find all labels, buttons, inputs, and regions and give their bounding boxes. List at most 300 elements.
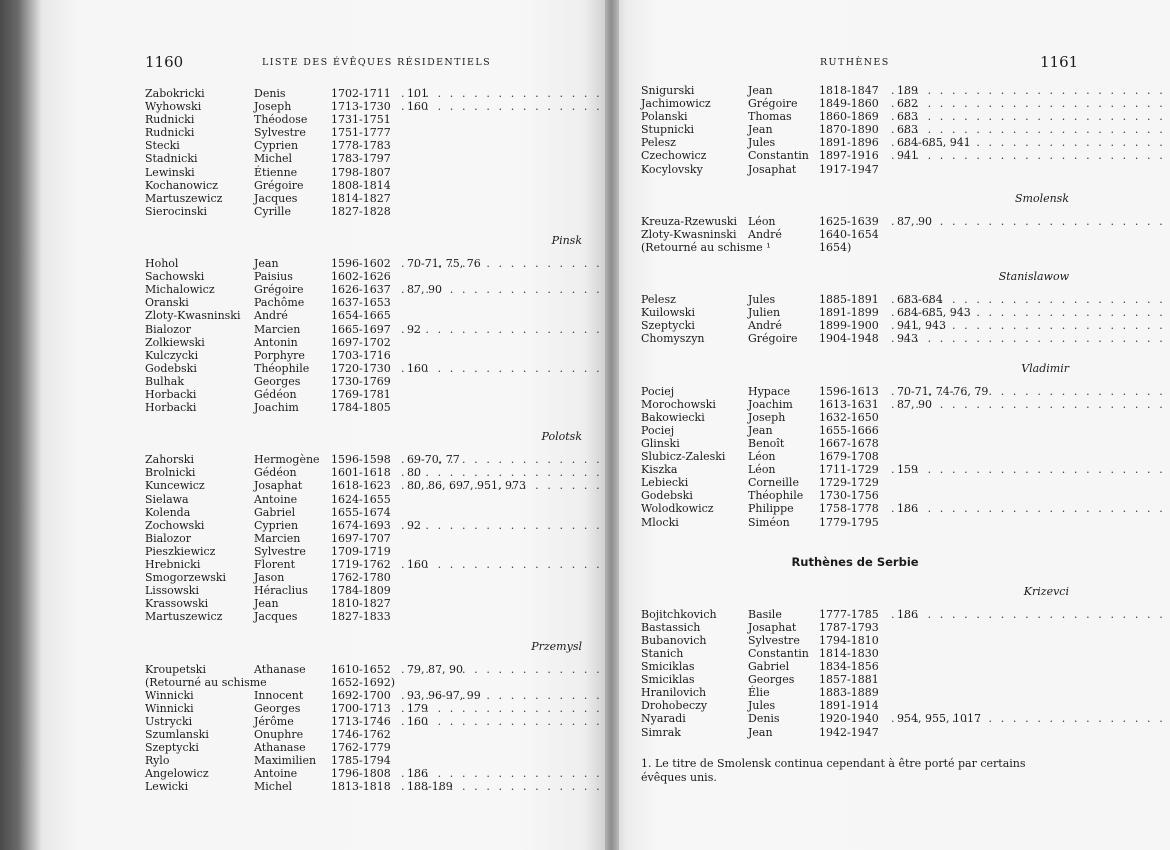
episcopate-years: 1857-1881 <box>819 673 879 687</box>
bishop-first-name: Porphyre <box>254 348 305 362</box>
bishop-first-name: Sylvestre <box>254 126 306 140</box>
bishop-surname: Krassowski <box>145 597 209 611</box>
page-reference-numbers: 684-685, 941 <box>897 136 971 150</box>
episcopate-years: 1891-1914 <box>819 699 879 713</box>
bishop-row <box>145 388 582 401</box>
bishop-first-name: Basile <box>748 607 782 621</box>
episcopate-years: 1810-1827 <box>331 597 391 611</box>
bishop-first-name: Pachôme <box>254 296 305 310</box>
diocese-heading: Polotsk <box>541 430 582 444</box>
dot-leader <box>401 519 612 532</box>
bishop-row <box>641 385 1069 398</box>
bishop-surname: Wolodkowicz <box>641 502 714 516</box>
episcopate-years: 1808-1814 <box>331 178 391 192</box>
page-reference-numbers: 188-189 <box>407 780 453 794</box>
bishop-surname: Kiszka <box>641 463 678 477</box>
bishop-first-name: Joseph <box>254 100 292 114</box>
diocese-heading: Vladimir <box>1021 361 1069 375</box>
page-reference-numbers: 87, 90 <box>407 283 442 297</box>
bishop-surname: Kroupetski <box>145 662 206 676</box>
bishop-first-name: Jules <box>748 136 776 150</box>
bishop-row <box>145 558 582 571</box>
episcopate-years: 1784-1805 <box>331 401 391 415</box>
bishop-first-name: Cyrille <box>254 204 291 218</box>
bishop-row <box>641 293 1069 306</box>
bishop-first-name: Sylvestre <box>254 544 306 558</box>
bishop-row <box>145 702 582 715</box>
bishop-first-name: Gabriel <box>254 505 296 519</box>
bishop-row <box>145 571 582 584</box>
bishop-surname: Sierocinski <box>145 204 208 218</box>
diocese-heading: Pinsk <box>551 234 582 248</box>
bishop-surname: Jachimowicz <box>641 97 711 111</box>
episcopate-years: 1860-1869 <box>819 110 879 124</box>
dot-leader <box>401 702 612 715</box>
episcopate-years: 1779-1795 <box>819 515 879 529</box>
episcopate-years: 1787-1793 <box>819 620 879 634</box>
bishop-surname: Hrebnicki <box>145 558 201 571</box>
bishop-row <box>145 532 582 545</box>
page-reference-numbers: 69-70, 77 <box>407 453 460 467</box>
bishop-surname: (Retourné au schisme ¹ <box>641 240 771 254</box>
episcopate-years: 1703-1716 <box>331 348 391 362</box>
bishop-surname: Glinski <box>641 436 680 450</box>
bishop-surname: Smiciklas <box>641 660 695 674</box>
episcopate-years: 1674-1693 <box>331 518 391 532</box>
bishop-row <box>641 306 1069 319</box>
episcopate-years: 1762-1779 <box>331 741 391 755</box>
spacer <box>145 218 582 231</box>
bishop-surname: Hranilovich <box>641 686 707 700</box>
bishop-surname: Pociej <box>641 384 675 398</box>
bishop-row <box>641 726 1069 739</box>
bishop-row <box>145 192 582 205</box>
episcopate-years: 1783-1797 <box>331 152 391 166</box>
bishop-surname: Angelowicz <box>145 767 209 781</box>
spacer <box>641 254 1069 267</box>
bishop-first-name: Michel <box>254 152 293 166</box>
episcopate-years: 1827-1833 <box>331 610 391 624</box>
dot-leader <box>891 463 1170 476</box>
bishop-list <box>641 84 1069 785</box>
episcopate-years: 1697-1702 <box>331 335 391 349</box>
spacer <box>641 739 1069 757</box>
episcopate-years: 1625-1639 <box>819 214 879 228</box>
bishop-surname: Kocylovsky <box>641 162 703 176</box>
bishop-row <box>641 437 1069 450</box>
bishop-row <box>145 545 582 558</box>
bishop-row <box>145 506 582 519</box>
bishop-row <box>145 87 582 100</box>
dot-leader <box>891 123 1170 136</box>
bishop-surname: Zolkiewski <box>145 335 205 349</box>
bishop-list <box>145 87 582 794</box>
bishop-first-name: Jérôme <box>254 714 294 728</box>
bishop-surname: Lewicki <box>145 780 189 794</box>
bishop-row <box>145 689 582 702</box>
episcopate-years: 1891-1899 <box>819 306 879 320</box>
diocese-heading: Krizevci <box>1023 584 1069 598</box>
bishop-first-name: Jean <box>748 423 773 437</box>
bishop-row <box>641 136 1069 149</box>
episcopate-years: 1613-1631 <box>819 397 879 411</box>
bishop-first-name: Théodose <box>254 113 308 127</box>
bishop-row <box>145 466 582 479</box>
episcopate-years: 1602-1626 <box>331 270 391 284</box>
dot-leader <box>891 215 1170 228</box>
episcopate-years: 1730-1756 <box>819 489 879 503</box>
bishop-row <box>145 100 582 113</box>
bishop-surname: Bulhak <box>145 374 184 388</box>
episcopate-years: 1655-1674 <box>331 505 391 519</box>
page-reference-numbers: 160 <box>407 558 428 571</box>
bishop-first-name: Jean <box>254 257 279 271</box>
bishop-row <box>641 712 1069 725</box>
page-reference-numbers: 954, 955, 1017 <box>897 712 981 726</box>
bishop-surname: Kolenda <box>145 505 191 519</box>
bishop-surname: Czechowicz <box>641 149 707 163</box>
bishop-row <box>145 139 582 152</box>
episcopate-years: 1818-1847 <box>819 84 879 97</box>
footnote: 1. Le titre de Smolensk continua cependant à être porté par certains évêques unis. <box>641 756 1026 784</box>
episcopate-years: 1897-1916 <box>819 149 879 163</box>
spacer <box>145 414 582 427</box>
bishop-surname: Szeptycki <box>145 741 199 755</box>
bishop-surname: Oranski <box>145 296 189 310</box>
dot-leader <box>401 715 612 728</box>
bishop-row <box>145 715 582 728</box>
bishop-surname: Stecki <box>145 139 180 153</box>
bishop-first-name: Grégoire <box>254 283 304 297</box>
bishop-first-name: Sylvestre <box>748 633 800 647</box>
bishop-row <box>145 309 582 322</box>
bishop-surname: Pelesz <box>641 293 676 307</box>
bishop-surname: Snigurski <box>641 84 695 97</box>
bishop-first-name: Joachim <box>254 401 299 415</box>
dot-leader <box>401 323 612 336</box>
page-number: 1161 <box>1040 53 1079 71</box>
dot-leader <box>891 97 1170 110</box>
bishop-first-name: Georges <box>748 673 795 687</box>
bishop-row <box>145 479 582 492</box>
episcopate-years: 1654) <box>819 240 852 254</box>
spacer <box>641 346 1069 359</box>
page-reference-numbers: 80, 86, 697, 951, 973 <box>407 479 526 493</box>
page-reference-numbers: 682 <box>897 97 918 111</box>
bishop-row <box>145 270 582 283</box>
bishop-surname: Drohobeczy <box>641 699 708 713</box>
episcopate-years: 1618-1623 <box>331 479 391 493</box>
bishop-surname: Brolnicki <box>145 466 196 480</box>
episcopate-years: 1891-1896 <box>819 136 879 150</box>
dot-leader <box>891 110 1170 123</box>
episcopate-years: 1632-1650 <box>819 410 879 424</box>
bishop-first-name: Joachim <box>748 397 793 411</box>
bishop-row <box>145 205 582 218</box>
bishop-row <box>641 163 1069 176</box>
episcopate-years: 1834-1856 <box>819 660 879 674</box>
bishop-row <box>641 647 1069 660</box>
episcopate-years: 1870-1890 <box>819 123 879 137</box>
bishop-first-name: Grégoire <box>254 178 304 192</box>
bishop-surname: Kulczycki <box>145 348 199 362</box>
bishop-surname: Smiciklas <box>641 673 695 687</box>
bishop-first-name: Grégoire <box>748 97 798 111</box>
episcopate-years: 1610-1652 <box>331 662 391 676</box>
bishop-surname: Hohol <box>145 257 179 271</box>
bishop-row <box>641 476 1069 489</box>
episcopate-years: 1679-1708 <box>819 450 879 464</box>
bishop-surname: Stanich <box>641 647 684 660</box>
bishop-row <box>641 398 1069 411</box>
bishop-row <box>641 97 1069 110</box>
bishop-first-name: Julien <box>748 306 781 320</box>
episcopate-years: 1654-1665 <box>331 309 391 323</box>
bishop-first-name: Antoine <box>254 767 298 781</box>
bishop-row <box>145 676 582 689</box>
episcopate-years: 1665-1697 <box>331 322 391 336</box>
bishop-first-name: André <box>254 309 288 323</box>
episcopate-years: 1719-1762 <box>331 558 391 571</box>
page-reference-numbers: 941, 943 <box>897 319 946 333</box>
dot-leader <box>401 558 612 571</box>
page-reference-numbers: 92 <box>407 518 421 532</box>
episcopate-years: 1778-1783 <box>331 139 391 153</box>
bishop-first-name: Élie <box>748 686 770 700</box>
bishop-first-name: Théophile <box>254 361 310 375</box>
episcopate-years: 1596-1598 <box>331 453 391 467</box>
episcopate-years: 1596-1613 <box>819 384 879 398</box>
bishop-row <box>641 84 1069 97</box>
bishop-surname: Szeptycki <box>641 319 695 333</box>
bishop-surname: Zloty-Kwasninski <box>145 309 241 323</box>
episcopate-years: 1814-1830 <box>819 647 879 660</box>
bishop-row <box>145 296 582 309</box>
bishop-surname: Bastassich <box>641 620 701 634</box>
page-reference-numbers: 80 <box>407 466 421 480</box>
bishop-first-name: Josaphat <box>748 620 797 634</box>
bishop-row <box>641 215 1069 228</box>
bishop-surname: Bialozor <box>145 531 191 545</box>
bishop-surname: Slubicz-Zaleski <box>641 450 726 464</box>
bishop-surname: Zabokricki <box>145 87 205 100</box>
bishop-surname: Kreuza-Rzewuski <box>641 214 738 228</box>
bishop-first-name: Léon <box>748 450 776 464</box>
page-reference-numbers: 160 <box>407 361 428 375</box>
bishop-first-name: Antonin <box>254 335 298 349</box>
bishop-surname: Winnicki <box>145 701 194 715</box>
page-reference-numbers: 683-684 <box>897 293 943 307</box>
page-reference-numbers: 186 <box>897 607 918 621</box>
episcopate-years: 1751-1777 <box>331 126 391 140</box>
bishop-row <box>145 754 582 767</box>
page-reference-numbers: 87, 90 <box>897 397 932 411</box>
bishop-row <box>641 241 1069 254</box>
episcopate-years: 1700-1713 <box>331 701 391 715</box>
bishop-first-name: Philippe <box>748 502 794 516</box>
bishop-surname: Polanski <box>641 110 688 124</box>
page-reference-numbers: 189 <box>897 84 918 97</box>
dot-leader <box>891 84 1170 97</box>
bishop-row <box>145 323 582 336</box>
diocese-heading: Przemysl <box>531 639 582 653</box>
bishop-first-name: Innocent <box>254 688 304 702</box>
bishop-surname: Zahorski <box>145 453 194 467</box>
bishop-surname: Stupnicki <box>641 123 695 137</box>
episcopate-years: 1652-1692) <box>331 675 395 689</box>
bishop-row <box>641 673 1069 686</box>
bishop-surname: Sachowski <box>145 270 205 284</box>
spacer <box>641 176 1069 189</box>
bishop-row <box>641 516 1069 529</box>
bishop-surname: Stadnicki <box>145 152 198 166</box>
bishop-first-name: Cyprien <box>254 518 299 532</box>
episcopate-years: 1827-1828 <box>331 204 391 218</box>
bishop-first-name: Jean <box>254 597 279 611</box>
bishop-surname: Martuszewicz <box>145 610 223 624</box>
bishop-surname: Pelesz <box>641 136 676 150</box>
bishop-surname: Rylo <box>145 754 170 768</box>
bishop-row <box>145 349 582 362</box>
episcopate-years: 1899-1900 <box>819 319 879 333</box>
bishop-row <box>145 113 582 126</box>
bishop-row <box>641 332 1069 345</box>
bishop-first-name: Denis <box>748 712 780 726</box>
bishop-row <box>641 411 1069 424</box>
page-reference-numbers: 179 <box>407 701 428 715</box>
episcopate-years: 1711-1729 <box>819 463 879 477</box>
page-reference-numbers: 92 <box>407 322 421 336</box>
running-head: LISTE DES ÉVÊQUES RÉSIDENTIELS <box>262 57 491 68</box>
bishop-first-name: Marcien <box>254 531 301 545</box>
bishop-row <box>641 424 1069 437</box>
bishop-first-name: André <box>748 319 782 333</box>
running-head: RUTHÈNES <box>820 57 890 68</box>
episcopate-years: 1655-1666 <box>819 423 879 437</box>
bishop-surname: Lebiecki <box>641 476 689 490</box>
bishop-first-name: Georges <box>254 701 301 715</box>
bishop-row <box>145 401 582 414</box>
episcopate-years: 1713-1730 <box>331 100 391 114</box>
bishop-surname: Nyaradi <box>641 712 686 726</box>
bishop-row <box>145 597 582 610</box>
bishop-row <box>641 660 1069 673</box>
episcopate-years: 1813-1818 <box>331 780 391 794</box>
bishop-first-name: Jean <box>748 84 773 97</box>
bishop-row <box>145 375 582 388</box>
bishop-row <box>145 663 582 676</box>
page-reference-numbers: 683 <box>897 110 918 124</box>
bishop-first-name: Grégoire <box>748 332 798 346</box>
bishop-first-name: Joseph <box>748 410 786 424</box>
episcopate-years: 1709-1719 <box>331 544 391 558</box>
bishop-surname: Rudnicki <box>145 113 195 127</box>
bishop-first-name: Léon <box>748 463 776 477</box>
bishop-surname: Szumlanski <box>145 728 209 742</box>
dot-leader <box>401 767 612 780</box>
dot-leader <box>401 100 612 113</box>
bishop-first-name: Athanase <box>254 662 306 676</box>
bishop-row <box>145 179 582 192</box>
episcopate-years: 1762-1780 <box>331 571 391 585</box>
bishop-row <box>641 699 1069 712</box>
bishop-first-name: Onuphre <box>254 728 304 742</box>
bishop-row <box>145 453 582 466</box>
bishop-first-name: Maximilien <box>254 754 317 768</box>
diocese-heading: Smolensk <box>1014 191 1069 205</box>
episcopate-years: 1758-1778 <box>819 502 879 516</box>
episcopate-years: 1697-1707 <box>331 531 391 545</box>
dot-leader <box>891 332 1170 345</box>
episcopate-years: 1637-1653 <box>331 296 391 310</box>
bishop-row <box>641 110 1069 123</box>
episcopate-years: 1702-1711 <box>331 87 391 100</box>
bishop-surname: Bakowiecki <box>641 410 705 424</box>
bishop-first-name: Marcien <box>254 322 301 336</box>
page-reference-numbers: 186 <box>407 767 428 781</box>
episcopate-years: 1746-1762 <box>331 728 391 742</box>
bishop-first-name: Josaphat <box>254 479 303 493</box>
bishop-row <box>145 126 582 139</box>
episcopate-years: 1713-1746 <box>331 714 391 728</box>
episcopate-years: 1883-1889 <box>819 686 879 700</box>
bishop-row <box>145 336 582 349</box>
bishop-surname: Godebski <box>641 489 693 503</box>
bishop-first-name: Florent <box>254 558 296 571</box>
bishop-first-name: Athanase <box>254 741 306 755</box>
bishop-first-name: Héraclius <box>254 584 308 598</box>
bishop-row <box>145 519 582 532</box>
spacer <box>145 623 582 636</box>
episcopate-years: 1798-1807 <box>331 165 391 179</box>
episcopate-years: 1720-1730 <box>331 361 391 375</box>
bishop-first-name: Corneille <box>748 476 799 490</box>
bishop-row <box>145 728 582 741</box>
bishop-first-name: Constantin <box>748 647 809 660</box>
bishop-surname: Pieszkiewicz <box>145 544 216 558</box>
episcopate-years: 1917-1947 <box>819 162 879 176</box>
episcopate-years: 1731-1751 <box>331 113 391 127</box>
episcopate-years: 1692-1700 <box>331 688 391 702</box>
bishop-first-name: Gédéon <box>254 387 297 401</box>
bishop-row <box>145 152 582 165</box>
page-reference-numbers: 943 <box>897 332 918 346</box>
bishop-row <box>145 741 582 754</box>
episcopate-years: 1596-1602 <box>331 257 391 271</box>
diocese-heading: Stanislawow <box>998 270 1069 284</box>
episcopate-years: 1730-1769 <box>331 374 391 388</box>
bishop-row <box>641 319 1069 332</box>
bishop-row <box>145 257 582 270</box>
episcopate-years: 1729-1729 <box>819 476 879 490</box>
bishop-row <box>641 228 1069 241</box>
right-page <box>612 0 1170 850</box>
bishop-surname: (Retourné au schisme <box>145 675 267 689</box>
bishop-first-name: Étienne <box>254 165 298 179</box>
page-reference-numbers: 101 <box>407 87 428 100</box>
bishop-first-name: Georges <box>254 374 301 388</box>
dot-leader <box>401 466 612 479</box>
bishop-row <box>145 767 582 780</box>
bishop-first-name: Thomas <box>748 110 792 124</box>
bishop-surname: Bialozor <box>145 322 191 336</box>
bishop-row <box>641 463 1069 476</box>
bishop-surname: Zloty-Kwasninski <box>641 227 737 241</box>
bishop-surname: Morochowski <box>641 397 716 411</box>
episcopate-years: 1920-1940 <box>819 712 879 726</box>
bishop-surname: Simrak <box>641 725 681 739</box>
episcopate-years: 1769-1781 <box>331 387 391 401</box>
